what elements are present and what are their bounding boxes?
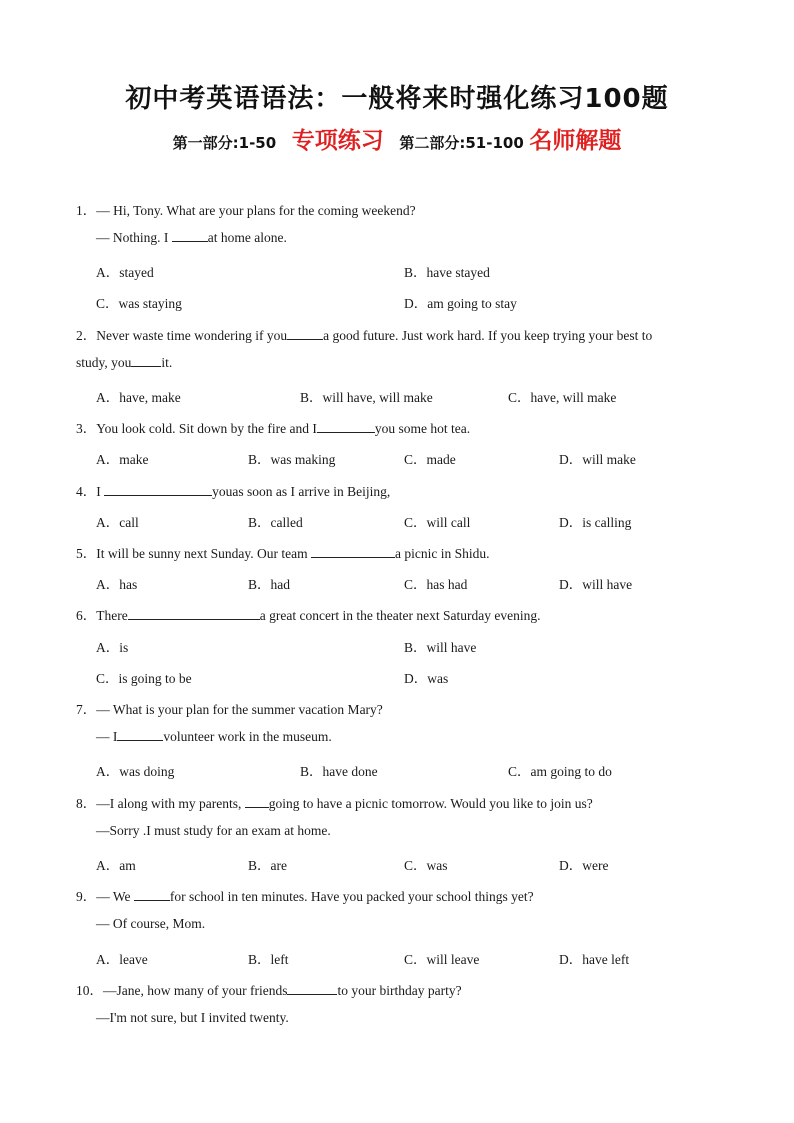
- question-text: a picnic in Shidu.: [394, 546, 490, 561]
- question-text: to your birthday party?: [337, 983, 462, 998]
- option-c[interactable]: C．was: [404, 858, 448, 873]
- option-d[interactable]: D．will have: [559, 577, 633, 592]
- question-10-stem: [76, 979, 462, 999]
- question-number: 2．: [76, 328, 97, 343]
- option-d[interactable]: D．have left: [559, 952, 630, 967]
- question-text: — What is your plan for the summer vacation Mary?: [96, 702, 383, 717]
- question-text: It will be sunny next Sunday. Our team: [96, 546, 311, 561]
- question-number: 7．: [76, 702, 97, 717]
- page-title: 初中考英语语法：一般将来时强化练习100题: [125, 84, 669, 114]
- question-text: — Hi, Tony. What are your plans for the coming weekend?: [96, 203, 416, 218]
- option-b[interactable]: B．called: [248, 515, 303, 530]
- question-number: 5．: [76, 546, 97, 561]
- answer-blank[interactable]: [317, 421, 375, 433]
- question-text: You look cold. Sit down by the fire and I: [96, 421, 317, 436]
- question-text: a good future. Just work hard. If you keep trying your best to: [323, 328, 653, 343]
- question-text: I: [96, 484, 105, 499]
- question-number: 4．: [76, 484, 97, 499]
- option-a[interactable]: A．is: [96, 640, 129, 655]
- option-a[interactable]: A．was doing: [96, 764, 175, 779]
- question-3-stem: [76, 417, 470, 437]
- option-c[interactable]: C．is going to be: [96, 671, 192, 686]
- question-9-line-2: — Of course, Mom.: [96, 916, 206, 931]
- option-b[interactable]: B．will have: [404, 640, 477, 655]
- option-b[interactable]: B．had: [248, 577, 290, 592]
- question-1-stem: [76, 199, 416, 219]
- question-2-line-2: [76, 355, 172, 371]
- question-text: — I: [96, 729, 118, 744]
- question-4-stem: [76, 480, 390, 500]
- question-7-line-2: [96, 729, 332, 745]
- option-a[interactable]: A．have, make: [96, 390, 181, 405]
- option-b[interactable]: B．will have, will make: [300, 390, 433, 405]
- question-5-stem: [76, 542, 489, 562]
- question-text: you some hot tea.: [374, 421, 471, 436]
- question-text: Never waste time wondering if you: [96, 328, 288, 343]
- answer-blank[interactable]: [245, 796, 269, 808]
- option-b[interactable]: B．are: [248, 858, 287, 873]
- option-c[interactable]: C．was staying: [96, 296, 182, 311]
- answer-blank[interactable]: [287, 328, 323, 340]
- option-d[interactable]: D．am going to stay: [404, 296, 517, 311]
- question-number: 3．: [76, 421, 97, 436]
- option-d[interactable]: D．were: [559, 858, 609, 873]
- question-number: 10．: [76, 983, 103, 998]
- question-text: going to have a picnic tomorrow. Would you like to join us?: [268, 796, 593, 811]
- subtitle-part2: 第二部分:51-100: [399, 134, 524, 152]
- question-10-line-2: —I'm not sure, but I invited twenty.: [96, 1010, 289, 1025]
- page-subtitle: [0, 122, 794, 155]
- answer-blank[interactable]: [172, 230, 208, 242]
- option-b[interactable]: B．left: [248, 952, 289, 967]
- answer-blank[interactable]: [131, 355, 161, 367]
- option-c[interactable]: C．have, will make: [508, 390, 617, 405]
- option-b[interactable]: B．have stayed: [404, 265, 490, 280]
- answer-blank[interactable]: [104, 484, 212, 496]
- question-text: —I along with my parents,: [96, 796, 245, 811]
- option-c[interactable]: C．made: [404, 452, 456, 467]
- question-9-stem: [76, 885, 534, 905]
- question-text: —Jane, how many of your friends: [103, 983, 288, 998]
- option-a[interactable]: A．am: [96, 858, 136, 873]
- option-a[interactable]: A．has: [96, 577, 138, 592]
- option-c[interactable]: C．has had: [404, 577, 468, 592]
- answer-blank[interactable]: [117, 729, 163, 741]
- answer-blank[interactable]: [134, 889, 170, 901]
- question-8-stem: [76, 792, 593, 812]
- option-d[interactable]: D．is calling: [559, 515, 632, 530]
- question-6-stem: [76, 604, 541, 624]
- question-text: There: [96, 608, 128, 623]
- option-a[interactable]: A．call: [96, 515, 139, 530]
- option-d[interactable]: D．will make: [559, 452, 636, 467]
- question-text: — Nothing. I: [96, 230, 172, 245]
- option-a[interactable]: A．make: [96, 452, 149, 467]
- subtitle-part1: 第一部分:1-50: [172, 134, 277, 152]
- answer-blank[interactable]: [128, 608, 260, 620]
- answer-blank[interactable]: [311, 546, 395, 558]
- question-2-stem: [76, 324, 652, 344]
- question-text: for school in ten minutes. Have you packed your school things yet?: [169, 889, 534, 904]
- question-number: 8．: [76, 796, 97, 811]
- option-d[interactable]: D．was: [404, 671, 449, 686]
- option-b[interactable]: B．have done: [300, 764, 378, 779]
- question-number: 6．: [76, 608, 97, 623]
- answer-blank[interactable]: [287, 983, 337, 995]
- question-text: study, you: [76, 355, 132, 370]
- subtitle-part2-tag: 名师解题: [529, 128, 622, 154]
- question-text: at home alone.: [207, 230, 287, 245]
- question-number: 1．: [76, 203, 97, 218]
- question-text: volunteer work in the museum.: [163, 729, 332, 744]
- option-b[interactable]: B．was making: [248, 452, 336, 467]
- option-a[interactable]: A．leave: [96, 952, 148, 967]
- question-text: a great concert in the theater next Saturday evening.: [259, 608, 541, 623]
- question-number: 9．: [76, 889, 97, 904]
- question-1-line-2: [96, 230, 287, 246]
- option-a[interactable]: A．stayed: [96, 265, 154, 280]
- option-c[interactable]: C．will call: [404, 515, 471, 530]
- question-7-stem: [76, 698, 383, 718]
- question-text: — We: [96, 889, 134, 904]
- question-text: youas soon as I arrive in Beijing,: [212, 484, 391, 499]
- option-c[interactable]: C．am going to do: [508, 764, 612, 779]
- option-c[interactable]: C．will leave: [404, 952, 480, 967]
- question-8-line-2: —Sorry .I must study for an exam at home.: [96, 823, 331, 838]
- subtitle-part1-tag: 专项练习: [291, 128, 384, 154]
- question-text: it.: [161, 355, 173, 370]
